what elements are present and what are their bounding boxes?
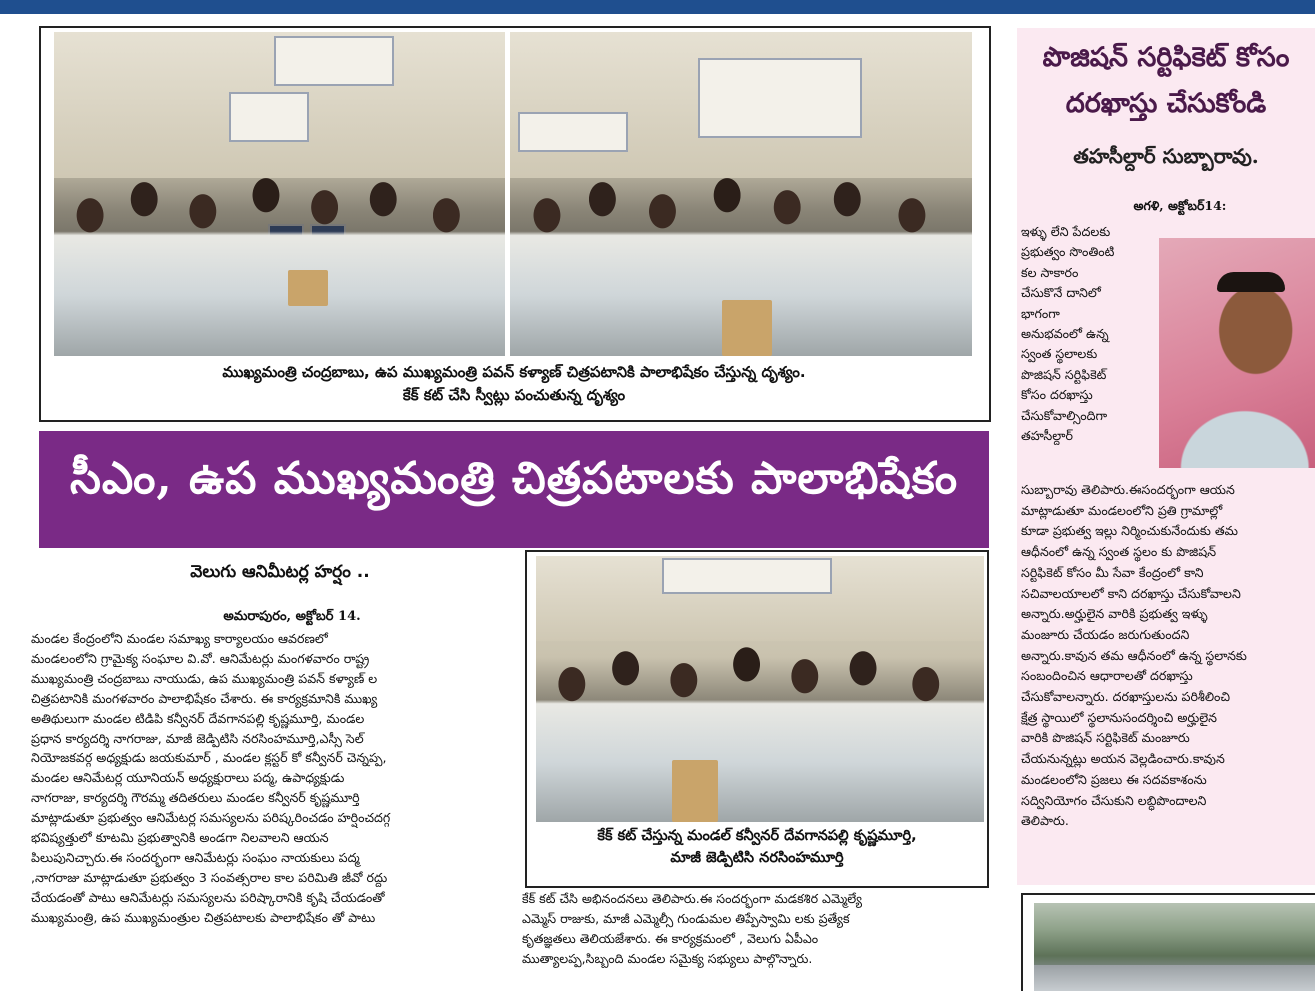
headline-band bbox=[39, 431, 989, 548]
official-portrait-photo bbox=[1159, 238, 1315, 468]
right-article-narrow-body bbox=[1021, 222, 1157, 446]
body-line: మాట్లాడుతూ మండలంలోని ప్రతి గ్రామాల్లో bbox=[1021, 502, 1223, 518]
right-article-dateline: అగళి, అక్టోబర్14: bbox=[1133, 198, 1227, 213]
body-line: వారికి పొజిషన్ సర్టిఫికెట్ మంజూరు bbox=[1021, 730, 1190, 746]
right-article-title-line1: పొజిషన్ సర్టిఫికెట్ కోసం bbox=[1042, 42, 1290, 73]
photo-cake-cutting bbox=[536, 556, 984, 822]
body-line: సంబందించిన ఆధారాలతో దరఖాస్తు bbox=[1021, 668, 1193, 684]
masthead-strip bbox=[0, 0, 1315, 14]
body-line: స్వంత స్థలాలకు bbox=[1021, 346, 1098, 362]
body-line: నియోజకవర్గ అధ్యక్షుడు జయకుమార్ , మండల క్లస్టర్ కో కన్వీనర్ చెన్నప్ప, bbox=[31, 750, 387, 766]
body-line: ముఖ్యమంత్రి చంద్రబాబు నాయుడు, ఉప ముఖ్యమంత్రి పవన్ కళ్యాణ్ ల bbox=[31, 670, 378, 686]
body-line: అన్నారు.అర్హులైన వారికి ప్రభుత్వ ఇళ్ళు bbox=[1021, 606, 1208, 622]
body-line: అన్నారు.కావున తమ ఆధీనంలో ఉన్న స్థలానకు bbox=[1021, 647, 1247, 663]
body-line: సర్టిఫికెట్ కోసం మీ సేవా కేంద్రంలో కాని bbox=[1021, 564, 1204, 580]
body-line: ముఖ్యమంత్రి, ఉప ముఖ్యమంత్రుల చిత్రపటాలకు పాలాభిషేకం తో పాటు bbox=[31, 909, 376, 925]
body-line: ఇళ్ళు లేని పేదలకు bbox=[1021, 224, 1111, 239]
body-line: భవిష్యత్తులో కూటమి ప్రభుత్వానికి అండగా నిలవాలని ఆయన bbox=[31, 830, 329, 846]
landscape-photo bbox=[1034, 903, 1315, 991]
top-photo-caption-line2: కేక్ కట్ చేసి స్వీట్లు పంచుతున్న దృశ్యం bbox=[402, 386, 626, 404]
body-line: పొజిషన్ సర్టిఫికెట్ bbox=[1021, 366, 1107, 382]
body-line: కృతజ్ఞతలు తెలియజేశారు. ఈ కార్యక్రమంలో , వెలుగు ఏపీఎం bbox=[522, 930, 819, 946]
body-line: నాగరాజు, కార్యదర్శి గౌరమ్మ తదితరులు మండల కన్వీనర్ కృష్ణమూర్తి bbox=[31, 790, 360, 806]
body-line: చేసుకోవాల్సిందిగా bbox=[1021, 407, 1108, 423]
body-line: మండల కేంద్రంలోని మండల సమాఖ్య కార్యాలయం ఆవరణలో bbox=[31, 631, 328, 646]
body-line: ,నాగరాజు మాట్లాడుతూ ప్రభుత్వం 3 సంవత్సరాల కాల పరిమితి జీవో రద్దు bbox=[31, 869, 388, 885]
body-line: ప్రభుత్వం సొంతింటి bbox=[1021, 244, 1115, 260]
body-line: అనుభవంలో ఉన్న bbox=[1021, 326, 1109, 342]
left-article-body bbox=[31, 629, 494, 928]
right-article-title-line2: దరఖాస్తు చేసుకోండి bbox=[1065, 88, 1267, 119]
body-line: మంజూరు చేయడం జరుగుతుందని bbox=[1021, 626, 1190, 642]
middle-article-body bbox=[522, 889, 992, 969]
body-line: సచివాలయాలలో కాని దరఖాస్తు చేసుకోవాలని bbox=[1021, 585, 1241, 601]
middle-photo-caption-line2: మాజీ జెడ్పిటిసి నరసింహమూర్తి bbox=[670, 850, 844, 866]
body-line: ప్రధాన కార్యదర్శి నాగరాజు, మాజీ జెడ్పిటిసి నరసింహమూర్తి,ఎస్సీ సెల్ bbox=[31, 730, 364, 746]
photo-milk-abhishekam-right bbox=[510, 32, 972, 356]
top-photo-caption-line1: ముఖ్యమంత్రి చంద్రబాబు, ఉప ముఖ్యమంత్రి పవన్ కళ్యాణ్ చిత్రపటానికి పాలాభిషేకం చేస్తున్న దృశ్యం. bbox=[222, 363, 806, 381]
body-line: మండలంలోని గ్రామైక్య సంఘాల వి.వో. ఆనిమేటర్లు మంగళవారం రాష్ట్ర bbox=[31, 650, 370, 666]
body-line: తహసీల్దార్ bbox=[1021, 428, 1073, 444]
photo-milk-abhishekam-left bbox=[54, 32, 505, 356]
body-line: చిత్రపటానికి మంగళవారం పాలాభిషేకం చేశారు. ఈ కార్యక్రమానికి ముఖ్య bbox=[31, 690, 378, 706]
body-line: మండల ఆనిమేటర్ల యూనియన్ అధ్యక్షురాలు పద్మ, ఉపాధ్యక్షుడు bbox=[31, 770, 345, 786]
body-line: చేసుకోవాలన్నారు. దరఖాస్తులను పరిశీలించి bbox=[1021, 689, 1231, 705]
body-line: అతిథులుగా మండల టిడిపి కన్వీనర్ దేవగానపల్లి కృష్ణమూర్తి, మండల bbox=[31, 710, 365, 726]
body-line: మండలంలోని ప్రజలు ఈ సదవకాశంను bbox=[1021, 771, 1207, 787]
body-line: చేసుకొనే దానిలో bbox=[1021, 285, 1101, 301]
body-line: తెలిపారు. bbox=[1021, 813, 1069, 829]
body-line: కేక్ కట్ చేసి అభినందనలు తెలిపారు.ఈ సందర్భంగా మడకశిర ఎమ్మెల్యే bbox=[522, 891, 862, 906]
body-line: సద్వినియోగం చేసుకుని లబ్ధిపొందాలని bbox=[1021, 792, 1207, 808]
body-line: మాట్లాడుతూ ప్రభుత్వం ఆనిమేటర్ల సమస్యలను పరిష్కరించడం హర్షించదగ్గ bbox=[31, 810, 391, 826]
right-article-subtitle: తహసీల్దార్ సుబ్బారావు. bbox=[1073, 144, 1259, 168]
body-line: భాగంగా bbox=[1021, 305, 1060, 321]
body-line: ముత్యాలప్ప,సిబ్బంది మండల సమైక్య సభ్యులు పాల్గొన్నారు. bbox=[522, 950, 813, 966]
body-line: కల సాకారం bbox=[1021, 264, 1079, 280]
body-line: ఎమ్మెస్ రాజుకు, మాజీ ఎమ్మెల్సీ గుండుమల తిప్పేస్వామి లకు ప్రత్యేక bbox=[522, 910, 850, 926]
main-headline: సీఎం, ఉప ముఖ్యమంత్రి చిత్రపటాలకు పాలాభిషేకం bbox=[69, 453, 959, 504]
left-article-dateline: అమరాపురం, అక్టోబర్ 14. bbox=[223, 609, 361, 624]
body-line: కూడా ప్రభుత్వ ఇల్లు నిర్మించుకునేందుకు తమ bbox=[1021, 523, 1238, 539]
body-line: క్షేత్ర స్థాయిలో స్థలానుసందర్శించి అర్హులైన bbox=[1021, 709, 1218, 725]
body-line: చేయడంతో పాటు ఆనిమేటర్లు సమస్యలను పరిష్కారానికి కృషి చేయడంతో bbox=[31, 889, 385, 905]
body-line: ఆధీనంలో ఉన్న స్వంత స్థలం కు పొజిషన్ bbox=[1021, 544, 1217, 560]
right-article-wide-body bbox=[1021, 480, 1313, 832]
body-line: కోసం దరఖాస్తు bbox=[1021, 387, 1093, 403]
body-line: చేయనున్నట్లు అయన వెల్లడించారు.కావున bbox=[1021, 751, 1225, 767]
body-line: సుబ్బారావు తెలిపారు.ఈసందర్భంగా ఆయన bbox=[1021, 482, 1235, 497]
body-line: పిలుపునిచ్చారు.ఈ సందర్భంగా ఆనిమేటర్లు సంఘం నాయకులు పద్మ bbox=[31, 849, 360, 865]
middle-photo-caption-line1: కేక్ కట్ చేస్తున్న మండల్ కన్వీనర్ దేవగానపల్లి కృష్ణమూర్తి, bbox=[597, 828, 917, 844]
left-article-subhead: వెలుగు ఆనిమీటర్ల హర్షం .. bbox=[190, 562, 370, 582]
